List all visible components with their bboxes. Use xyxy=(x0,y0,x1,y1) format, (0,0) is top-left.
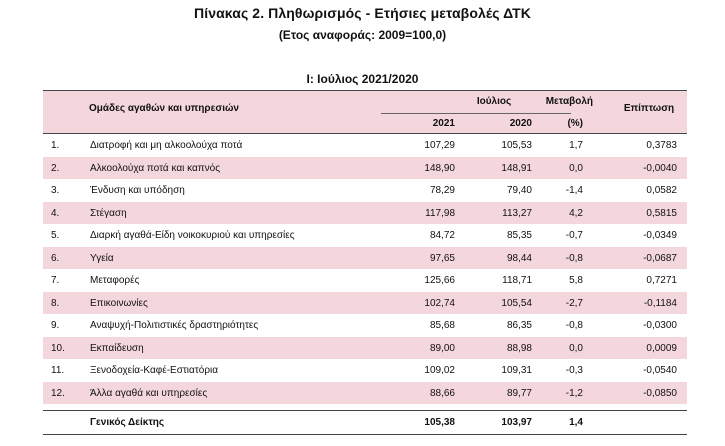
row-change: 1,7 xyxy=(569,140,583,151)
row-value-2021: 125,66 xyxy=(424,275,455,286)
row-name: Υγεία xyxy=(90,252,114,264)
table-row xyxy=(43,314,687,337)
row-effect: -0,0040 xyxy=(643,162,677,174)
row-change: 0,0 xyxy=(569,342,583,354)
row-number: 1. xyxy=(51,140,60,151)
row-value-2020: 105,53 xyxy=(501,140,532,151)
row-value-2020: 79,40 xyxy=(506,185,532,196)
row-value-2021: 102,74 xyxy=(424,297,455,309)
row-effect: 0,5815 xyxy=(646,207,677,219)
row-value-2021: 78,29 xyxy=(429,185,455,196)
table-row xyxy=(43,157,687,180)
row-name: Εκπαίδευση xyxy=(90,342,144,354)
row-effect: 0,7271 xyxy=(646,275,677,286)
table-row xyxy=(43,292,687,315)
row-effect: 0,0009 xyxy=(646,342,677,354)
row-value-2021: 84,72 xyxy=(429,230,455,241)
total-name: Γενικός Δείκτης xyxy=(90,417,165,428)
row-change: -1,2 xyxy=(565,387,583,399)
row-value-2020: 105,54 xyxy=(501,297,532,309)
row-name: Διατροφή και μη αλκοολούχα ποτά xyxy=(90,140,243,151)
row-value-2021: 89,00 xyxy=(429,342,455,354)
row-value-2020: 89,77 xyxy=(506,387,532,399)
table-row xyxy=(43,337,687,360)
header-divider xyxy=(381,113,571,114)
table-row xyxy=(43,224,687,247)
table-body xyxy=(43,134,687,404)
row-number: 5. xyxy=(51,230,60,241)
row-value-2020: 85,35 xyxy=(506,230,532,241)
row-change: 0,0 xyxy=(569,162,583,174)
table-row xyxy=(43,134,687,157)
row-value-2021: 148,90 xyxy=(424,162,455,174)
row-name: Αναψυχή-Πολιτιστικές δραστηριότητες xyxy=(90,320,259,331)
row-number: 9. xyxy=(51,320,60,331)
row-value-2021: 88,66 xyxy=(429,387,455,399)
row-value-2020: 118,71 xyxy=(502,275,532,286)
row-change: -0,8 xyxy=(565,252,583,264)
row-number: 11. xyxy=(51,365,65,376)
row-number: 6. xyxy=(51,252,60,264)
header-year-2020: 2020 xyxy=(509,118,532,129)
table-row xyxy=(43,382,687,405)
row-value-2020: 98,44 xyxy=(506,252,532,264)
table-subtitle: (Ετος αναφοράς: 2009=100,0) xyxy=(278,28,447,42)
header-effect: Επίπτωση xyxy=(623,103,675,114)
header-year-2021: 2021 xyxy=(432,118,455,129)
total-2021: 105,38 xyxy=(424,417,455,428)
section-title: I: Ιούλιος 2021/2020 xyxy=(306,72,419,86)
row-effect: -0,0850 xyxy=(643,387,677,399)
header-groups: Ομάδες αγαθών και υπηρεσιών xyxy=(89,103,239,114)
row-name: Μεταφορές xyxy=(90,275,140,286)
row-change: -0,3 xyxy=(565,365,583,376)
row-effect: -0,1184 xyxy=(643,297,677,309)
row-value-2021: 107,29 xyxy=(424,140,455,151)
header-change-unit: (%) xyxy=(567,118,583,129)
row-number: 12. xyxy=(51,387,65,399)
row-value-2021: 85,68 xyxy=(429,320,455,331)
row-effect: -0,0300 xyxy=(643,320,677,331)
row-number: 4. xyxy=(51,207,60,219)
row-number: 8. xyxy=(51,297,60,309)
row-effect: -0,0540 xyxy=(643,365,677,376)
row-value-2021: 109,02 xyxy=(424,365,455,376)
total-2020: 103,97 xyxy=(501,417,532,428)
total-row xyxy=(43,410,687,435)
row-value-2020: 88,98 xyxy=(506,342,532,354)
table-header xyxy=(43,90,687,134)
row-value-2020: 113,27 xyxy=(502,207,532,219)
table-title: Πίνακας 2. Πληθωρισμός - Ετήσιες μεταβολές ΔΤΚ xyxy=(194,5,531,21)
row-number: 2. xyxy=(51,162,60,174)
row-effect: -0,0349 xyxy=(643,230,677,241)
row-change: -1,4 xyxy=(565,185,583,196)
row-value-2020: 86,35 xyxy=(506,320,532,331)
row-change: -0,8 xyxy=(565,320,583,331)
header-month: Ιούλιος xyxy=(476,96,512,107)
row-effect: -0,0687 xyxy=(643,252,677,264)
table-row xyxy=(43,269,687,292)
row-value-2020: 148,91 xyxy=(501,162,532,174)
row-effect: 0,3783 xyxy=(646,140,677,151)
row-effect: 0,0582 xyxy=(646,185,677,196)
row-change: -2,7 xyxy=(565,297,583,309)
row-value-2021: 97,65 xyxy=(429,252,455,264)
header-change: Μεταβολή xyxy=(545,96,593,107)
row-value-2021: 117,98 xyxy=(425,207,455,219)
row-value-2020: 109,31 xyxy=(501,365,532,376)
table-row xyxy=(43,359,687,382)
row-number: 3. xyxy=(51,185,60,196)
row-change: -0,7 xyxy=(565,230,583,241)
row-name: Διαρκή αγαθά-Είδη νοικοκυριού και υπηρεσίες xyxy=(90,230,295,241)
row-name: Στέγαση xyxy=(90,207,127,219)
table-row xyxy=(43,179,687,202)
row-number: 7. xyxy=(51,275,60,286)
row-name: Επικοινωνίες xyxy=(90,297,148,309)
row-change: 4,2 xyxy=(569,207,583,219)
row-change: 5,8 xyxy=(569,275,583,286)
table-row xyxy=(43,247,687,270)
row-number: 10. xyxy=(51,342,65,354)
row-name: Ένδυση και υπόδηση xyxy=(90,185,185,196)
row-name: Αλκοολούχα ποτά και καπνός xyxy=(90,162,221,174)
total-change: 1,4 xyxy=(569,417,583,428)
row-name: Ξενοδοχεία-Καφέ-Εστιατόρια xyxy=(90,365,219,376)
row-name: Άλλα αγαθά και υπηρεσίες xyxy=(90,387,208,399)
table-row xyxy=(43,202,687,225)
